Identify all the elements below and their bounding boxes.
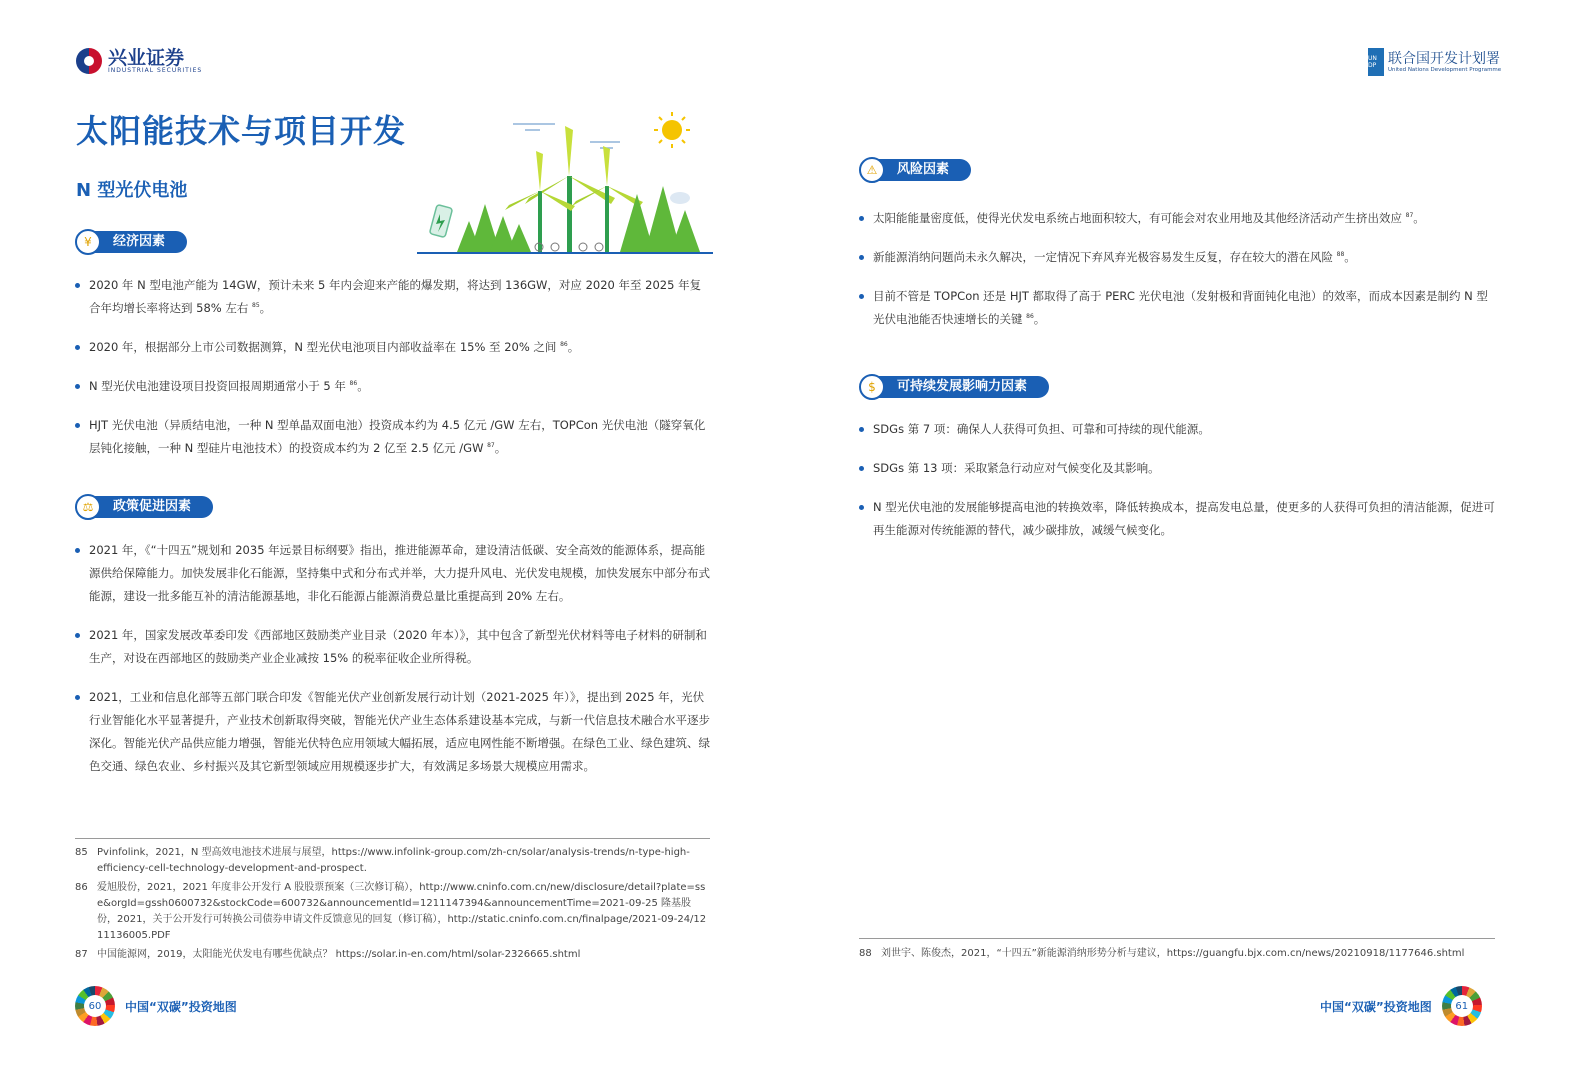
undp-name: 联合国开发计划署	[1388, 50, 1500, 67]
list-item: N 型光伏电池的发展能够提高电池的转换效率，降低转换成本，提高发电总量，使更多的人获得可负担的清洁能源，促进可再生能源对传统能源的替代，减少碳排放，减缓气候变化。	[859, 496, 1495, 542]
footnote-divider	[859, 938, 1495, 939]
footnotes-left	[75, 845, 710, 963]
footnote: 86 爱旭股份，2021，2021 年度非公开发行 A 股股票预案（三次修订稿），http://www.cninfo.com.cn/new/disclosure/detail?plate=sse&orgId=gssh0600732&stockCode=600732&announcementId=1211147394&announcementTime=2021-09-25 隆基股份，2021，关于公开发行可转换公司债券申请文件反馈意见的回复（修订稿），http://static.cninfo.com.cn/finalpage/2021-09-24/1211136005.PDF	[75, 882, 707, 941]
list-item: 2021 年，国家发展改革委印发《西部地区鼓励类产业目录（2020 年本）》，其中包含了新型光伏材料等电子材料的研制和生产，对设在西部地区的鼓励类产业企业减按 15% 的税率征收企业所得税。	[75, 624, 710, 670]
list-item: SDGs 第 7 项：确保人人获得可负担、可靠和可持续的现代能源。	[859, 418, 1495, 441]
coins-icon: ¥	[75, 229, 101, 255]
page-number: 61	[1451, 995, 1473, 1017]
scale-icon: ⚖	[75, 494, 101, 520]
sdg-wheel-icon	[1442, 986, 1482, 1026]
logo-mark-icon	[76, 48, 102, 74]
risk-list	[859, 207, 1495, 331]
wind-turbine-illustration	[415, 106, 715, 256]
list-item: N 型光伏电池建设项目投资回报周期通常小于 5 年 $^{86}$。	[75, 375, 710, 398]
list-item: 2020 年，根据部分上市公司数据测算，N 型光伏电池项目内部收益率在 15% 至 20% 之间 $^{86}$。	[75, 336, 710, 359]
undp-english: United Nations Development Programme	[1388, 66, 1502, 73]
economic-list	[75, 274, 710, 460]
section-economic-header	[75, 229, 187, 255]
list-item: 新能源消纳问题尚未永久解决，一定情况下弃风弃光极容易发生反复，存在较大的潜在风险 $^{88}$。	[859, 246, 1495, 269]
warning-icon: ⚠	[859, 157, 885, 183]
footnote: 87 中国能源网，2019，太阳能光伏发电有哪些优缺点？ https://solar.in-en.com/html/solar-2326665.shtml	[75, 949, 581, 960]
sdg-list	[859, 418, 1495, 542]
list-item: 2021，工业和信息化部等五部门联合印发《智能光伏产业创新发展行动计划（2021-2025 年）》，提出到 2025 年，光伏行业智能化水平显著提升，产业技术创新取得突破，智能光伏产业生态体系建设基本完成，与新一代信息技术融合水平逐步深化。智能光伏产品供应能力增强，智能光伏特色应用领域大幅拓展，适应电网性能不断增强。在绿色工业、绿色建筑、绿色交通、绿色农业、乡村振兴及其它新型领域应用规模逐步扩大，有效满足多场景大规模应用需求。	[75, 686, 710, 778]
list-item: 2021 年，《“十四五”规划和 2035 年远景目标纲要》指出，推进能源革命，建设清洁低碳、安全高效的能源体系，提高能源供给保障能力。加快发展非化石能源，坚持集中式和分布式并举，大力提升风电、光伏发电规模，加快发展东中部分布式能源，建设一批多能互补的清洁能源基地，非化石能源占能源消费总量比重提高到 20% 左右。	[75, 539, 710, 608]
footnotes-right	[859, 946, 1495, 962]
section-policy-label: 政策促进因素	[91, 496, 213, 518]
sun-icon	[654, 112, 690, 148]
footer-left	[75, 986, 237, 1026]
list-item: HJT 光伏电池（异质结电池，一种 N 型单晶双面电池）投资成本约为 4.5 亿元 /GW 左右，TOPCon 光伏电池（隧穿氧化层钝化接触，一种 N 型硅片电池技术）的投资成本约为 2 亿至 2.5 亿元 /GW $^{87}$。	[75, 414, 710, 460]
section-policy-header	[75, 494, 213, 520]
sdg-wheel-icon	[75, 986, 115, 1026]
page-subtitle: N 型光伏电池	[76, 180, 188, 201]
section-economic-label: 经济因素	[91, 231, 187, 253]
footnote: 85 Pvinfolink，2021，N 型高效电池技术进展与展望，https://www.infolink-group.com/zh-cn/solar/analysis-trends/n-type-high-efficiency-cell-technology-development-and-prospect.	[75, 847, 690, 874]
page-title: 太阳能技术与项目开发	[76, 112, 407, 150]
footnote: 88 刘世宇、陈俊杰，2021，“十四五”新能源消纳形势分析与建议，https://guangfu.bjx.com.cn/news/20210918/1177646.shtml	[859, 948, 1465, 959]
section-risk-label: 风险因素	[875, 159, 971, 181]
battery-icon	[429, 204, 452, 237]
list-item: 太阳能能量密度低，使得光伏发电系统占地面积较大，有可能会对农业用地及其他经济活动产生挤出效应 $^{87}$。	[859, 207, 1495, 230]
logo-name: 兴业证券	[108, 46, 185, 69]
list-item: SDGs 第 13 项：采取紧急行动应对气候变化及其影响。	[859, 457, 1495, 480]
securities-logo	[76, 48, 202, 74]
page-number: 60	[84, 995, 106, 1017]
tree-icon	[457, 186, 700, 252]
list-item: 2020 年 N 型电池产能为 14GW，预计未来 5 年内会迎来产能的爆发期，将达到 136GW，对应 2020 年至 2025 年复合年均增长率将达到 58% 左右 $^{85}$。	[75, 274, 710, 320]
turbine-icon	[505, 126, 643, 252]
undp-mark-icon: UN DP	[1368, 48, 1384, 76]
section-sdg-header	[859, 374, 1049, 400]
footer-right	[1320, 986, 1482, 1026]
sdg-coin-icon: $	[859, 374, 885, 400]
book-title: 中国“双碳”投资地图	[1320, 999, 1432, 1014]
undp-logo	[1368, 48, 1501, 76]
book-title: 中国“双碳”投资地图	[125, 999, 237, 1014]
footnote-divider	[75, 838, 710, 839]
list-item: 目前不管是 TOPCon 还是 HJT 都取得了高于 PERC 光伏电池（发射极和背面钝化电池）的效率，而成本因素是制约 N 型光伏电池能否快速增长的关键 $^{86}$。	[859, 285, 1495, 331]
logo-english: INDUSTRIAL SECURITIES	[108, 66, 203, 74]
section-risk-header	[859, 157, 971, 183]
section-sdg-label: 可持续发展影响力因素	[875, 376, 1049, 398]
policy-list	[75, 539, 710, 778]
